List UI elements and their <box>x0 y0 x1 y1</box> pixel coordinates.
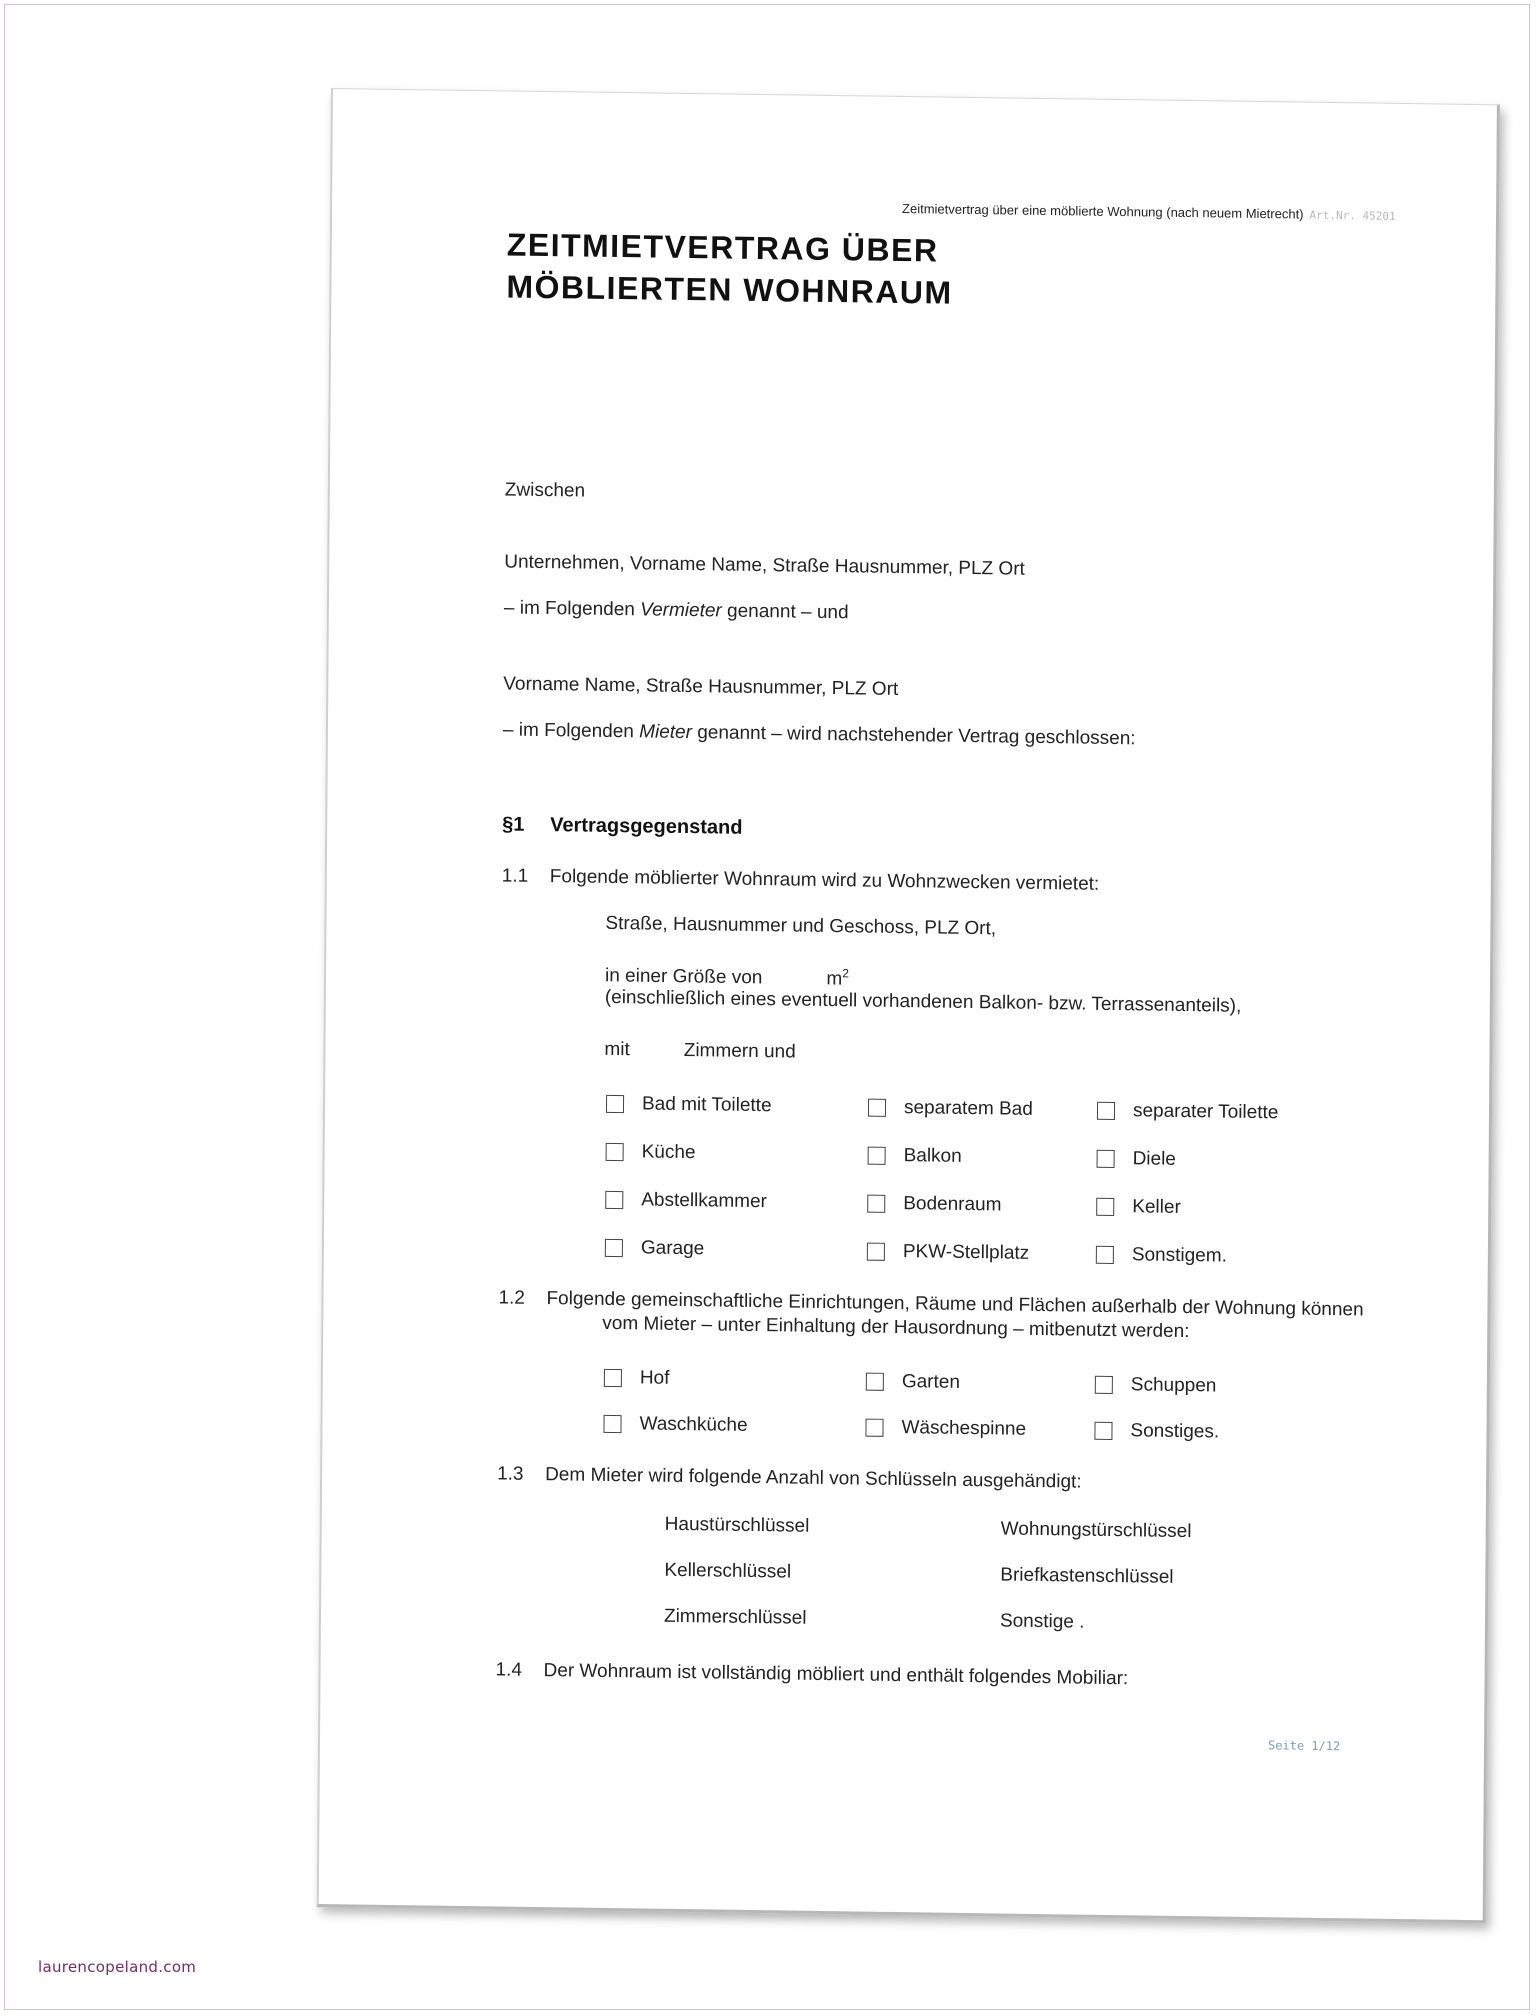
header-text: Zeitmietvertrag über eine möblierte Wohnung (nach neuem Mietrecht) <box>902 200 1304 222</box>
option-label: Keller <box>1132 1196 1181 1218</box>
checkbox[interactable] <box>867 1195 885 1213</box>
key-zimmer: Zimmerschlüssel <box>663 1605 807 1629</box>
checkbox[interactable] <box>606 1143 624 1161</box>
item-number: 1.2 <box>498 1287 526 1309</box>
option-label: Abstellkammer <box>641 1189 768 1213</box>
site-credit: laurencopeland.com <box>38 1958 197 1976</box>
option-separater-toilette[interactable] <box>1097 1100 1279 1125</box>
item-1-1 <box>502 865 1100 895</box>
checkbox[interactable] <box>866 1373 884 1391</box>
option-label: Garten <box>901 1371 961 1393</box>
checkbox[interactable] <box>605 1191 623 1209</box>
option-kueche[interactable] <box>606 1141 696 1164</box>
rooms-line <box>604 1039 795 1064</box>
item-1-4 <box>495 1659 1128 1690</box>
option-garage[interactable] <box>605 1237 705 1260</box>
key-keller: Kellerschlüssel <box>664 1559 792 1583</box>
option-label: Diele <box>1132 1148 1177 1170</box>
item-number: 1.4 <box>495 1659 523 1681</box>
landlord-address: Unternehmen, Vorname Name, Straße Hausnummer, PLZ Ort <box>504 551 1025 580</box>
option-diele[interactable] <box>1097 1148 1176 1171</box>
option-garten[interactable] <box>866 1371 960 1394</box>
tenant-address: Vorname Name, Straße Hausnummer, PLZ Ort <box>503 673 899 700</box>
checkbox[interactable] <box>1096 1198 1114 1216</box>
checkbox[interactable] <box>868 1099 886 1117</box>
size-prefix: in einer Größe von <box>604 965 763 989</box>
tenant-role-prefix: – im Folgenden <box>502 719 640 743</box>
section-number: §1 <box>502 813 525 836</box>
size-exponent: 2 <box>842 966 849 981</box>
option-label: Hof <box>639 1367 670 1389</box>
option-sonstigem[interactable] <box>1096 1244 1227 1268</box>
option-abstellkammer[interactable] <box>605 1189 767 1213</box>
item-1-2-line-2: vom Mieter – unter Einhaltung der Hausordnung – mitbenutzt werden: <box>602 1312 1190 1343</box>
item-text: Folgende möblierter Wohnraum wird zu Wohnzwecken vermietet: <box>549 866 1100 895</box>
section-title: Vertragsgegenstand <box>550 814 743 839</box>
document-page <box>317 88 1500 1923</box>
checkbox[interactable] <box>1094 1422 1112 1440</box>
tenant-role-line <box>503 719 1136 750</box>
landlord-role-prefix: – im Folgenden <box>503 597 641 621</box>
key-sonstige: Sonstige . <box>999 1610 1085 1633</box>
checkbox[interactable] <box>605 1239 623 1257</box>
option-label: separatem Bad <box>903 1097 1033 1120</box>
rooms-prefix: mit <box>604 1038 630 1061</box>
running-header <box>902 201 1396 223</box>
option-separatem-bad[interactable] <box>868 1097 1033 1121</box>
checkbox[interactable] <box>867 1243 885 1261</box>
checkbox[interactable] <box>1097 1150 1115 1168</box>
option-keller[interactable] <box>1096 1196 1181 1219</box>
option-bad-mit-toilette[interactable] <box>606 1093 772 1117</box>
size-note: (einschließlich eines eventuell vorhandenen Balkon- bzw. Terrassenanteils), <box>604 986 1242 1017</box>
checkbox[interactable] <box>868 1147 886 1165</box>
option-waschkueche[interactable] <box>603 1413 747 1437</box>
option-label: Wäschespinne <box>901 1417 1027 1440</box>
item-number: 1.1 <box>501 865 529 887</box>
landlord-role: Vermieter <box>640 599 722 622</box>
checkbox[interactable] <box>1096 1246 1114 1264</box>
checkbox[interactable] <box>604 1369 622 1387</box>
checkbox[interactable] <box>1097 1102 1115 1120</box>
checkbox[interactable] <box>1095 1376 1113 1394</box>
item-1-3 <box>497 1463 1082 1493</box>
option-label: Garage <box>640 1237 705 1260</box>
checkbox[interactable] <box>865 1419 883 1437</box>
item-text: Der Wohnraum ist vollständig möbliert und enthält folgendes Mobiliar: <box>543 1660 1129 1690</box>
option-sonstiges[interactable] <box>1094 1420 1219 1444</box>
option-waeschespinne[interactable] <box>865 1417 1026 1441</box>
option-label: separater Toilette <box>1132 1100 1279 1124</box>
article-number: Art.Nr. 45201 <box>1309 208 1396 223</box>
zwischen-text: Zwischen <box>504 479 586 502</box>
landlord-role-suffix: genannt – und <box>721 600 849 624</box>
option-schuppen[interactable] <box>1095 1374 1217 1398</box>
option-label: Waschküche <box>639 1413 748 1436</box>
checkbox[interactable] <box>603 1415 621 1433</box>
option-label: Bad mit Toilette <box>641 1093 772 1117</box>
key-wohnungstuer: Wohnungstürschlüssel <box>1000 1518 1192 1543</box>
title-line-1: ZEITMIETVERTRAG ÜBER <box>506 226 939 269</box>
option-label: Küche <box>641 1141 696 1164</box>
item-text-line-1: Folgende gemeinschaftliche Einrichtungen, Räume und Flächen außerhalb der Wohnung können <box>546 1288 1364 1321</box>
checkbox[interactable] <box>606 1095 624 1113</box>
option-balkon[interactable] <box>868 1145 962 1168</box>
item-text: Dem Mieter wird folgende Anzahl von Schlüsseln ausgehändigt: <box>545 1464 1082 1493</box>
key-briefkasten: Briefkastenschlüssel <box>1000 1564 1174 1588</box>
document-title <box>506 223 953 313</box>
size-unit: m <box>826 968 843 990</box>
option-label: Bodenraum <box>903 1193 1002 1216</box>
option-hof[interactable] <box>604 1367 670 1390</box>
option-label: Sonstigem. <box>1131 1244 1227 1267</box>
tenant-role-suffix: genannt – wird nachstehender Vertrag geschlossen: <box>691 722 1136 750</box>
title-line-2: MÖBLIERTEN WOHNRAUM <box>506 268 953 311</box>
landlord-role-line <box>504 597 849 624</box>
option-bodenraum[interactable] <box>867 1193 1001 1217</box>
option-pkw-stellplatz[interactable] <box>867 1241 1030 1265</box>
option-label: Sonstiges. <box>1130 1420 1220 1443</box>
option-label: Balkon <box>903 1145 962 1167</box>
property-address: Straße, Hausnummer und Geschoss, PLZ Ort, <box>605 912 997 940</box>
item-number: 1.3 <box>497 1463 524 1485</box>
rooms-suffix: Zimmern und <box>683 1040 796 1063</box>
tenant-role: Mieter <box>639 721 693 744</box>
section-1-heading <box>502 813 742 839</box>
option-label: PKW-Stellplatz <box>902 1241 1030 1264</box>
page-number: Seite 1/12 <box>1267 1738 1341 1754</box>
key-haustuer: Haustürschlüssel <box>664 1513 810 1537</box>
option-label: Schuppen <box>1130 1374 1217 1397</box>
